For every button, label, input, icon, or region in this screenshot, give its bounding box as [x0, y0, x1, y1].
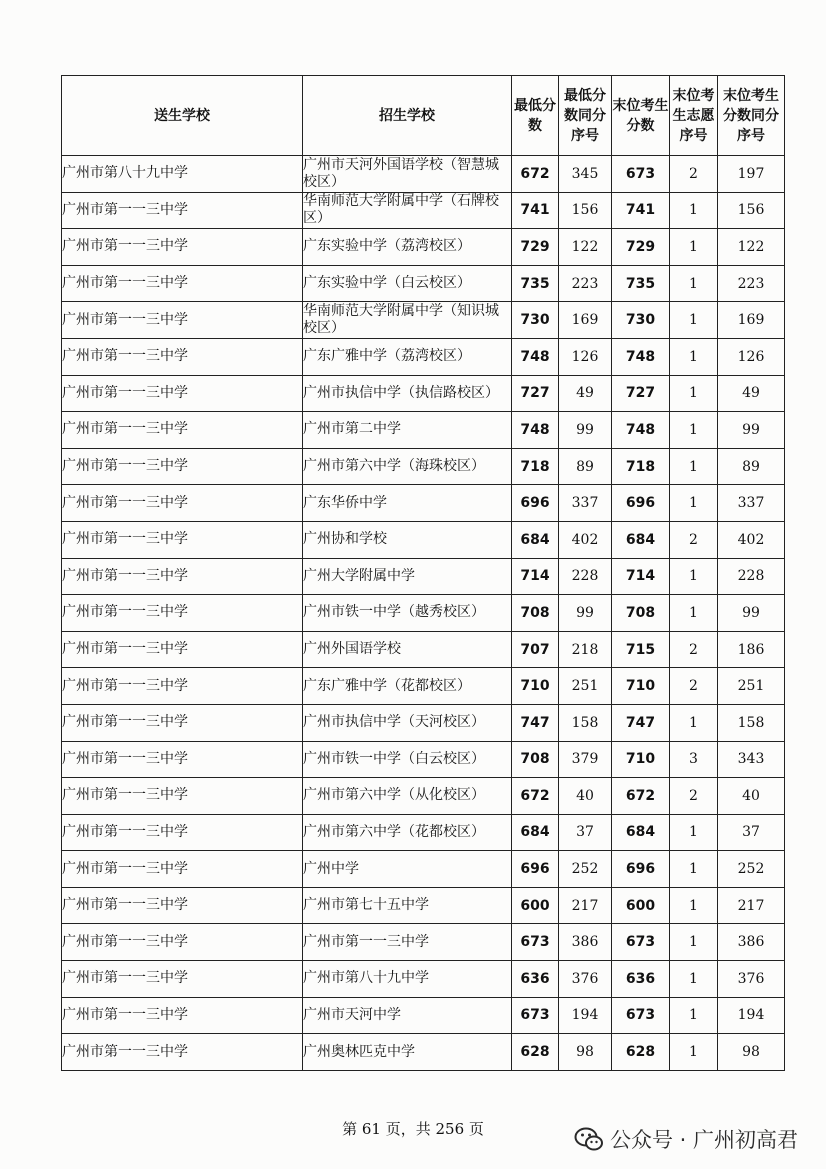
min-score-cell: 735 [512, 265, 559, 302]
watermark-text: 公众号 · 广州初高君 [609, 1128, 798, 1152]
table-row [62, 1034, 785, 1071]
watermark [574, 1124, 798, 1154]
send-school-cell: 广州市第一一三中学 [62, 741, 303, 778]
last-rank-cell: 386 [718, 924, 785, 961]
min-rank-cell: 376 [559, 961, 612, 998]
send-school-cell: 广州市第一一三中学 [62, 924, 303, 961]
recv-school-cell: 广州市第八十九中学 [303, 961, 512, 998]
min-rank-cell: 126 [559, 338, 612, 375]
min-score-cell: 696 [512, 851, 559, 888]
send-school-cell: 广州市第一一三中学 [62, 265, 303, 302]
last-rank-cell: 252 [718, 851, 785, 888]
last-wish-cell: 1 [670, 265, 718, 302]
min-rank-cell: 337 [559, 485, 612, 522]
last-rank-cell: 98 [718, 1034, 785, 1071]
last-score-cell: 600 [612, 887, 670, 924]
last-score-cell: 710 [612, 668, 670, 705]
recv-school-cell: 广州市铁一中学（越秀校区） [303, 595, 512, 632]
last-wish-cell: 2 [670, 778, 718, 815]
last-rank-cell: 186 [718, 631, 785, 668]
last-wish-cell: 1 [670, 338, 718, 375]
header-min-score: 最低分数 [512, 76, 559, 156]
last-wish-cell: 3 [670, 741, 718, 778]
min-rank-cell: 402 [559, 521, 612, 558]
send-school-cell: 广州市第一一三中学 [62, 595, 303, 632]
last-rank-cell: 156 [718, 192, 785, 229]
table-row [62, 338, 785, 375]
last-wish-cell: 1 [670, 595, 718, 632]
min-rank-cell: 37 [559, 814, 612, 851]
send-school-cell: 广州市第一一三中学 [62, 485, 303, 522]
min-score-cell: 636 [512, 961, 559, 998]
min-score-cell: 673 [512, 924, 559, 961]
send-school-cell: 广州市第一一三中学 [62, 375, 303, 412]
last-rank-cell: 37 [718, 814, 785, 851]
min-rank-cell: 228 [559, 558, 612, 595]
min-score-cell: 710 [512, 668, 559, 705]
last-wish-cell: 1 [670, 192, 718, 229]
send-school-cell: 广州市第一一三中学 [62, 668, 303, 705]
min-rank-cell: 218 [559, 631, 612, 668]
min-score-cell: 741 [512, 192, 559, 229]
last-score-cell: 748 [612, 338, 670, 375]
min-score-cell: 727 [512, 375, 559, 412]
min-score-cell: 748 [512, 412, 559, 449]
min-score-cell: 673 [512, 997, 559, 1034]
last-rank-cell: 194 [718, 997, 785, 1034]
min-score-cell: 684 [512, 814, 559, 851]
last-score-cell: 730 [612, 302, 670, 339]
min-score-cell: 684 [512, 521, 559, 558]
recv-school-cell: 广州市执信中学（天河校区） [303, 704, 512, 741]
header-send-school: 送生学校 [62, 76, 303, 156]
recv-school-cell: 华南师范大学附属中学（知识城校区） [303, 302, 512, 339]
last-rank-cell: 122 [718, 229, 785, 266]
recv-school-cell: 广东广雅中学（荔湾校区） [303, 338, 512, 375]
last-wish-cell: 1 [670, 448, 718, 485]
send-school-cell: 广州市第一一三中学 [62, 448, 303, 485]
recv-school-cell: 广州市第六中学（海珠校区） [303, 448, 512, 485]
table-row [62, 814, 785, 851]
table-row [62, 558, 785, 595]
table-row [62, 631, 785, 668]
last-wish-cell: 2 [670, 521, 718, 558]
table-row [62, 961, 785, 998]
last-rank-cell: 49 [718, 375, 785, 412]
min-rank-cell: 252 [559, 851, 612, 888]
last-wish-cell: 1 [670, 924, 718, 961]
min-rank-cell: 99 [559, 595, 612, 632]
table-row [62, 997, 785, 1034]
table-row [62, 521, 785, 558]
min-score-cell: 628 [512, 1034, 559, 1071]
min-rank-cell: 99 [559, 412, 612, 449]
min-score-cell: 747 [512, 704, 559, 741]
last-wish-cell: 1 [670, 558, 718, 595]
last-score-cell: 727 [612, 375, 670, 412]
send-school-cell: 广州市第一一三中学 [62, 192, 303, 229]
header-last-rank: 末位考生分数同分序号 [718, 76, 785, 156]
recv-school-cell: 广州市天河中学 [303, 997, 512, 1034]
header-last-score: 末位考生分数 [612, 76, 670, 156]
recv-school-cell: 广州奥林匹克中学 [303, 1034, 512, 1071]
last-score-cell: 696 [612, 485, 670, 522]
header-min-rank: 最低分数同分序号 [559, 76, 612, 156]
recv-school-cell: 广州市铁一中学（白云校区） [303, 741, 512, 778]
min-rank-cell: 386 [559, 924, 612, 961]
min-rank-cell: 379 [559, 741, 612, 778]
page-number: 第 61 页，共 256 页 [342, 1120, 484, 1138]
send-school-cell: 广州市第一一三中学 [62, 521, 303, 558]
last-score-cell: 684 [612, 814, 670, 851]
last-score-cell: 673 [612, 924, 670, 961]
min-rank-cell: 122 [559, 229, 612, 266]
min-rank-cell: 345 [559, 156, 612, 193]
last-rank-cell: 337 [718, 485, 785, 522]
last-rank-cell: 228 [718, 558, 785, 595]
send-school-cell: 广州市第一一三中学 [62, 961, 303, 998]
min-score-cell: 729 [512, 229, 559, 266]
recv-school-cell: 广东实验中学（荔湾校区） [303, 229, 512, 266]
last-wish-cell: 1 [670, 375, 718, 412]
last-score-cell: 696 [612, 851, 670, 888]
min-score-cell: 708 [512, 741, 559, 778]
recv-school-cell: 广东广雅中学（花都校区） [303, 668, 512, 705]
last-wish-cell: 1 [670, 485, 718, 522]
table-row [62, 595, 785, 632]
send-school-cell: 广州市第一一三中学 [62, 338, 303, 375]
wechat-icon [574, 1126, 604, 1152]
last-score-cell: 673 [612, 997, 670, 1034]
min-rank-cell: 194 [559, 997, 612, 1034]
send-school-cell: 广州市第一一三中学 [62, 997, 303, 1034]
last-rank-cell: 126 [718, 338, 785, 375]
last-wish-cell: 1 [670, 229, 718, 266]
table-header-row [62, 76, 785, 156]
table-row [62, 302, 785, 339]
last-wish-cell: 2 [670, 631, 718, 668]
last-wish-cell: 1 [670, 997, 718, 1034]
recv-school-cell: 广州市天河外国语学校（智慧城校区） [303, 156, 512, 193]
last-rank-cell: 217 [718, 887, 785, 924]
last-rank-cell: 99 [718, 412, 785, 449]
last-score-cell: 636 [612, 961, 670, 998]
min-rank-cell: 98 [559, 1034, 612, 1071]
send-school-cell: 广州市第一一三中学 [62, 704, 303, 741]
last-score-cell: 628 [612, 1034, 670, 1071]
last-rank-cell: 40 [718, 778, 785, 815]
table-row [62, 924, 785, 961]
recv-school-cell: 华南师范大学附属中学（石牌校区） [303, 192, 512, 229]
recv-school-cell: 广州市第七十五中学 [303, 887, 512, 924]
min-rank-cell: 156 [559, 192, 612, 229]
last-wish-cell: 1 [670, 1034, 718, 1071]
table-row [62, 448, 785, 485]
recv-school-cell: 广州中学 [303, 851, 512, 888]
recv-school-cell: 广州大学附属中学 [303, 558, 512, 595]
last-wish-cell: 1 [670, 887, 718, 924]
min-score-cell: 718 [512, 448, 559, 485]
recv-school-cell: 广州协和学校 [303, 521, 512, 558]
table-row [62, 887, 785, 924]
min-rank-cell: 89 [559, 448, 612, 485]
min-rank-cell: 251 [559, 668, 612, 705]
min-score-cell: 672 [512, 778, 559, 815]
min-score-cell: 748 [512, 338, 559, 375]
table-row [62, 778, 785, 815]
last-wish-cell: 1 [670, 961, 718, 998]
table-row [62, 375, 785, 412]
last-score-cell: 673 [612, 156, 670, 193]
last-score-cell: 735 [612, 265, 670, 302]
table-body [62, 156, 785, 1071]
last-rank-cell: 251 [718, 668, 785, 705]
table-row [62, 156, 785, 193]
send-school-cell: 广州市第一一三中学 [62, 412, 303, 449]
min-rank-cell: 158 [559, 704, 612, 741]
min-rank-cell: 49 [559, 375, 612, 412]
send-school-cell: 广州市第一一三中学 [62, 851, 303, 888]
send-school-cell: 广州市第一一三中学 [62, 302, 303, 339]
table-row [62, 704, 785, 741]
header-last-wish: 末位考生志愿序号 [670, 76, 718, 156]
recv-school-cell: 广州市第六中学（花都校区） [303, 814, 512, 851]
recv-school-cell: 广东实验中学（白云校区） [303, 265, 512, 302]
last-score-cell: 718 [612, 448, 670, 485]
table-row [62, 265, 785, 302]
min-rank-cell: 169 [559, 302, 612, 339]
send-school-cell: 广州市第一一三中学 [62, 887, 303, 924]
last-rank-cell: 158 [718, 704, 785, 741]
recv-school-cell: 广州市第一一三中学 [303, 924, 512, 961]
min-score-cell: 730 [512, 302, 559, 339]
last-rank-cell: 169 [718, 302, 785, 339]
recv-school-cell: 广州市第二中学 [303, 412, 512, 449]
min-rank-cell: 223 [559, 265, 612, 302]
min-score-cell: 707 [512, 631, 559, 668]
last-score-cell: 747 [612, 704, 670, 741]
send-school-cell: 广州市第八十九中学 [62, 156, 303, 193]
last-score-cell: 748 [612, 412, 670, 449]
table-row [62, 412, 785, 449]
last-wish-cell: 1 [670, 704, 718, 741]
last-wish-cell: 1 [670, 851, 718, 888]
min-score-cell: 672 [512, 156, 559, 193]
min-score-cell: 714 [512, 558, 559, 595]
last-rank-cell: 343 [718, 741, 785, 778]
table-row [62, 741, 785, 778]
last-wish-cell: 2 [670, 156, 718, 193]
last-rank-cell: 197 [718, 156, 785, 193]
recv-school-cell: 广州外国语学校 [303, 631, 512, 668]
table-row [62, 192, 785, 229]
last-wish-cell: 1 [670, 412, 718, 449]
send-school-cell: 广州市第一一三中学 [62, 558, 303, 595]
min-score-cell: 708 [512, 595, 559, 632]
last-wish-cell: 1 [670, 814, 718, 851]
min-rank-cell: 217 [559, 887, 612, 924]
table-row [62, 485, 785, 522]
send-school-cell: 广州市第一一三中学 [62, 1034, 303, 1071]
min-rank-cell: 40 [559, 778, 612, 815]
last-score-cell: 684 [612, 521, 670, 558]
last-rank-cell: 402 [718, 521, 785, 558]
send-school-cell: 广州市第一一三中学 [62, 814, 303, 851]
min-score-cell: 696 [512, 485, 559, 522]
send-school-cell: 广州市第一一三中学 [62, 631, 303, 668]
last-score-cell: 672 [612, 778, 670, 815]
last-wish-cell: 2 [670, 668, 718, 705]
last-score-cell: 708 [612, 595, 670, 632]
header-recv-school: 招生学校 [303, 76, 512, 156]
last-score-cell: 715 [612, 631, 670, 668]
last-score-cell: 741 [612, 192, 670, 229]
last-rank-cell: 99 [718, 595, 785, 632]
last-rank-cell: 89 [718, 448, 785, 485]
min-score-cell: 600 [512, 887, 559, 924]
table-row [62, 851, 785, 888]
recv-school-cell: 广州市第六中学（从化校区） [303, 778, 512, 815]
last-score-cell: 710 [612, 741, 670, 778]
admission-table [61, 75, 785, 1071]
table-row [62, 668, 785, 705]
send-school-cell: 广州市第一一三中学 [62, 778, 303, 815]
send-school-cell: 广州市第一一三中学 [62, 229, 303, 266]
table-row [62, 229, 785, 266]
last-rank-cell: 223 [718, 265, 785, 302]
last-wish-cell: 1 [670, 302, 718, 339]
recv-school-cell: 广州市执信中学（执信路校区） [303, 375, 512, 412]
last-score-cell: 714 [612, 558, 670, 595]
recv-school-cell: 广东华侨中学 [303, 485, 512, 522]
last-score-cell: 729 [612, 229, 670, 266]
last-rank-cell: 376 [718, 961, 785, 998]
